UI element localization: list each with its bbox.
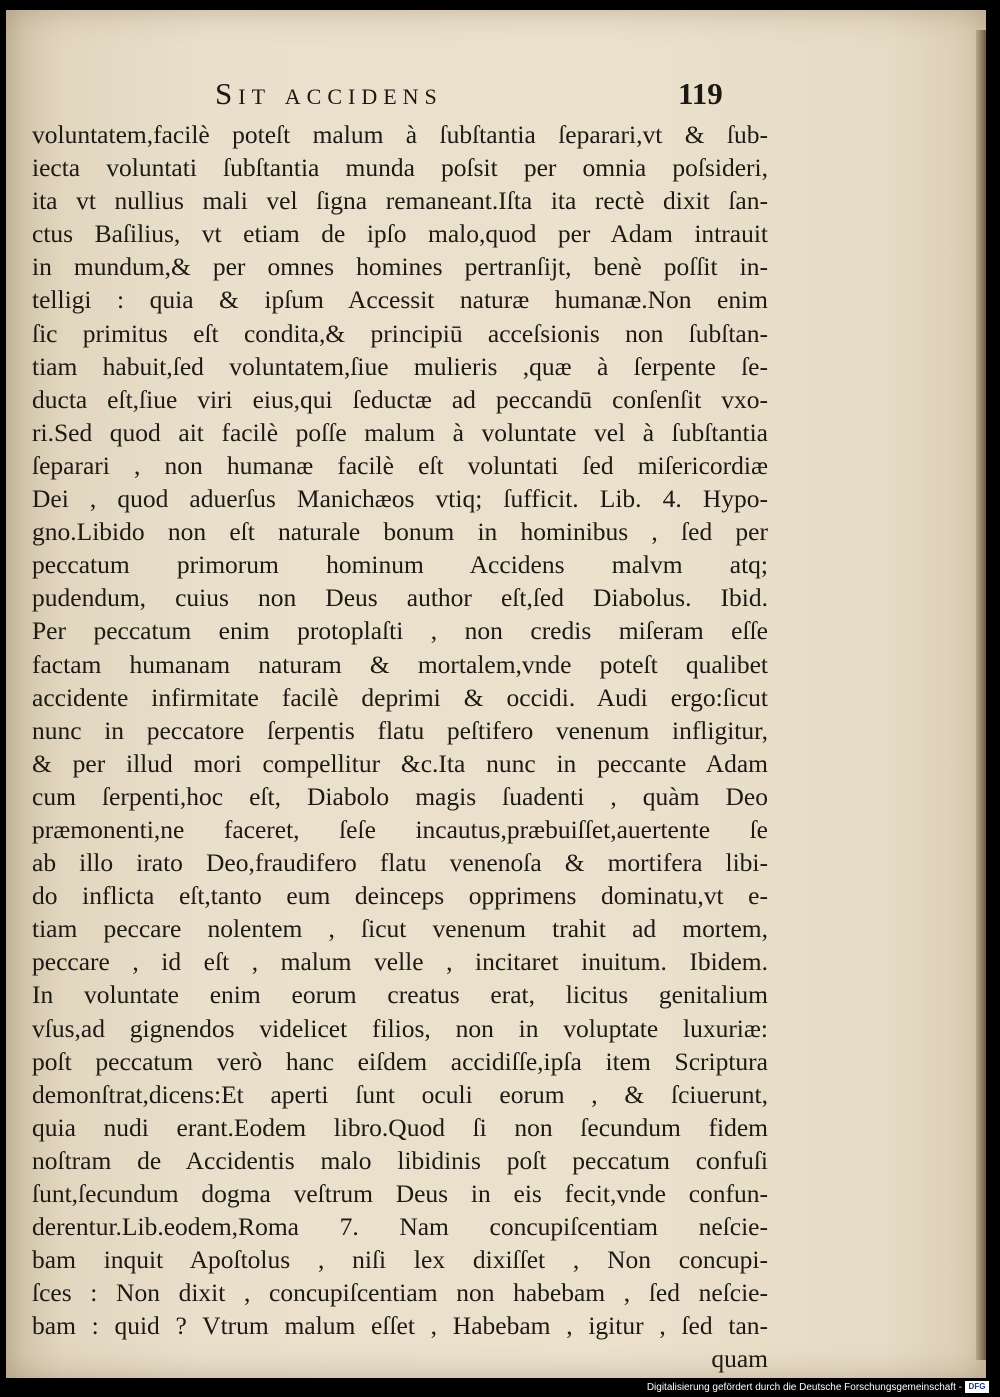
text-line: ſunt,ſecundum dogma veſtrum Deus in eis fecit,vnde confun- xyxy=(32,1179,768,1208)
text-line: peccatum primorum hominum Accidens malvm atq; xyxy=(32,550,768,580)
catchword: quam xyxy=(711,1344,768,1374)
text-line: ſces : Non dixit , concupiſcentiam non habebam , ſed neſcie- xyxy=(32,1278,768,1308)
text-line: voluntatem,facilè poteſt malum à ſubſtantia ſeparari,vt & ſub- xyxy=(32,120,768,149)
text-line: In voluntate enim eorum creatus erat, licitus genitalium xyxy=(32,980,768,1010)
text-line: do inflicta eſt,tanto eum deinceps opprimens dominatu,vt e- xyxy=(32,881,768,911)
text-line: ab illo irato Deo,fraudifero flatu venenoſa & mortifera libi- xyxy=(32,848,768,878)
text-line: præmonenti,ne faceret, ſeſe incautus,præbuiſſet,auertente ſe xyxy=(32,814,768,844)
text-line: noſtram de Accidentis malo libidinis poſt peccatum confuſi xyxy=(32,1145,768,1175)
dfg-logo-icon: DFG xyxy=(965,1381,989,1393)
running-head: Sit accidens xyxy=(215,76,443,111)
text-line: poſt peccatum verò hanc eiſdem accidiſſe,ipſa item Scriptura xyxy=(32,1046,768,1076)
page-header xyxy=(0,76,1000,116)
digitization-credit: Digitalisierung gefördert durch die Deutsche Forschungsgemeinschaft - xyxy=(646,1382,962,1393)
text-line: & per illud mori compellitur &c.Ita nunc in peccante Adam xyxy=(32,748,768,778)
text-line: derentur.Lib.eodem,Roma 7. Nam concupiſcentiam neſcie- xyxy=(32,1212,768,1242)
text-line: gno.Libido non eſt naturale bonum in hominibus , ſed per xyxy=(32,517,768,547)
text-line: ducta eſt,ſiue viri eius,qui ſeductæ ad peccandū conſenſit vxo- xyxy=(32,384,768,414)
text-line: ſeparari , non humanæ facilè eſt voluntati ſed miſericordiæ xyxy=(32,450,768,480)
text-line: Dei , quod aduerſus Manichæos vtiq; ſufficit. Lib. 4. Hypo- xyxy=(32,484,768,514)
text-line: cum ſerpenti,hoc eſt, Diabolo magis ſuadenti , quàm Deo xyxy=(32,781,768,811)
text-line: Per peccatum enim protoplaſti , non credis miſeram eſſe xyxy=(32,616,768,646)
page-edge-shadow xyxy=(976,30,986,1360)
text-line: iecta voluntati ſubſtantia munda poſsit per omnia poſsideri, xyxy=(32,153,768,183)
text-line: tiam habuit,ſed voluntatem,ſiue mulieris ,quæ à ſerpente ſe- xyxy=(32,351,768,381)
text-line: bam : quid ? Vtrum malum eſſet , Habebam , igitur , ſed tan- xyxy=(32,1311,768,1341)
text-line: ri.Sed quod ait facilè poſſe malum à voluntate vel à ſubſtantia xyxy=(32,417,768,447)
text-line: ſic primitus eſt condita,& principiū acceſsionis non ſubſtan- xyxy=(32,318,768,348)
text-line: ctus Baſilius, vt etiam de ipſo malo,quod per Adam intrauit xyxy=(32,219,768,249)
text-line: nunc in peccatore ſerpentis flatu peſtifero venenum infligitur, xyxy=(32,715,768,745)
text-line: ita vt nullius mali vel ſigna remaneant.Iſta ita rectè dixit ſan- xyxy=(32,186,768,216)
body-text xyxy=(32,118,768,1376)
text-line: pudendum, cuius non Deus author eſt,ſed Diabolus. Ibid. xyxy=(32,583,768,613)
text-line: accidente infirmitate facilè deprimi & occidi. Audi ergo:ſicut xyxy=(32,682,768,712)
text-line: bam inquit Apoſtolus , niſi lex dixiſſet , Non concupi- xyxy=(32,1245,768,1275)
text-line: telligi : quia & ipſum Accessit naturæ humanæ.Non enim xyxy=(32,285,768,315)
text-line: in mundum,& per omnes homines pertranſijt, benè poſſit in- xyxy=(32,252,768,282)
text-line: tiam peccare nolentem , ſicut venenum trahit ad mortem, xyxy=(32,914,768,944)
text-line: vſus,ad gignendos videlicet filios, non in voluptate luxuriæ: xyxy=(32,1013,768,1043)
text-line: demonſtrat,dicens:Et aperti ſunt oculi eorum , & ſciuerunt, xyxy=(32,1079,768,1109)
text-line: factam humanam naturam & mortalem,vnde poteſt qualibet xyxy=(32,649,768,679)
page-number: 119 xyxy=(678,76,723,111)
text-line: quia nudi erant.Eodem libro.Quod ſi non ſecundum fidem xyxy=(32,1112,768,1142)
text-line: peccare , id eſt , malum velle , incitaret inuitum. Ibidem. xyxy=(32,947,768,977)
